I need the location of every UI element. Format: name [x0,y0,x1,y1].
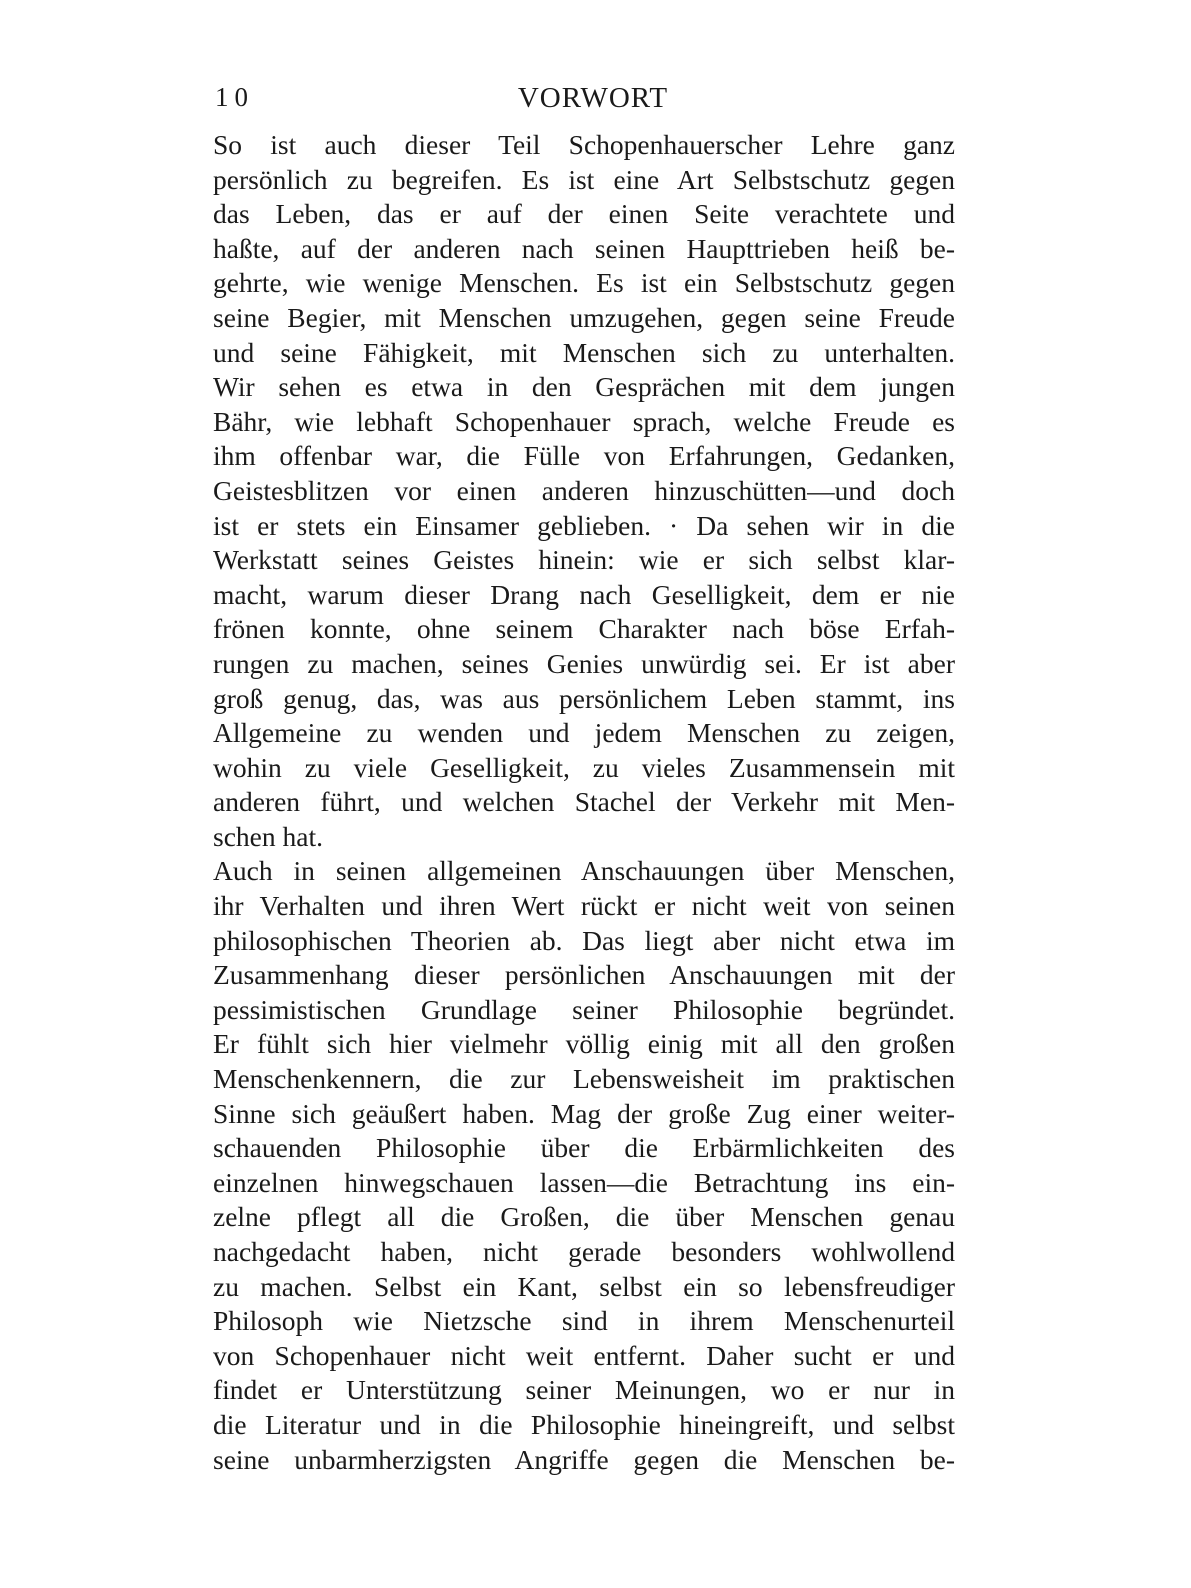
text-line: Geistesblitzen vor einen anderen hinzuschütten—und doch [213,474,955,506]
text-line: einzelnen hinwegschauen lassen—die Betrachtung ins ein- [213,1166,955,1198]
text-line: frönen konnte, ohne seinem Charakter nach böse Erfah- [213,613,955,645]
text-line: die Literatur und in die Philosophie hineingreift, und selbst [213,1408,955,1440]
text-line: Menschenkennern, die zur Lebensweisheit im praktischen [213,1063,955,1095]
text-line: von Schopenhauer nicht weit entfernt. Daher sucht er und [213,1339,955,1371]
text-line: findet er Unterstützung seiner Meinungen, wo er nur in [213,1374,955,1406]
text-line: haßte, auf der anderen nach seinen Haupttrieben heiß be- [213,232,955,264]
text-line: Wir sehen es etwa in den Gesprächen mit dem jungen [213,371,955,403]
text-line: Sinne sich geäußert haben. Mag der große Zug einer weiter- [213,1097,955,1129]
text-line: nachgedacht haben, nicht gerade besonders wohlwollend [213,1236,955,1267]
body-text [213,128,955,1477]
page-header [213,82,973,122]
text-line: pessimistischen Grundlage seiner Philosophie begründet. [213,993,955,1025]
text-line: Allgemeine zu wenden und jedem Menschen zu zeigen, [213,717,955,749]
text-line: und seine Fähigkeit, mit Menschen sich zu unterhalten. [213,336,955,368]
text-line: gehrte, wie wenige Menschen. Es ist ein Selbstschutz gegen [213,267,955,299]
text-line: Zusammenhang dieser persönlichen Anschauungen mit der [213,959,955,991]
text-line: seine unbarmherzigsten Angriffe gegen die Menschen be- [213,1443,955,1475]
text-line: Auch in seinen allgemeinen Anschauungen über Menschen, [213,855,955,887]
text-line: rungen zu machen, seines Genies unwürdig sei. Er ist aber [213,647,955,679]
text-line: Er fühlt sich hier vielmehr völlig einig mit all den großen [213,1028,955,1060]
text-line: groß genug, das, was aus persönlichem Leben stammt, ins [213,682,955,714]
text-line: So ist auch dieser Teil Schopenhauerscher Lehre ganz [213,129,955,160]
text-line: Bähr, wie lebhaft Schopenhauer sprach, welche Freude es [213,405,955,437]
text-line: macht, warum dieser Drang nach Geselligkeit, dem er nie [213,578,955,610]
text-line: ist er stets ein Einsamer geblieben. · Da sehen wir in die [213,509,955,541]
text-line: seine Begier, mit Menschen umzugehen, gegen seine Freude [213,301,955,333]
text-line-paragraph-end: schen hat. [213,820,323,852]
text-line: das Leben, das er auf der einen Seite verachtete und [213,198,955,230]
text-line: Werkstatt seines Geistes hinein: wie er sich selbst klar- [213,544,955,576]
text-line: schauenden Philosophie über die Erbärmlichkeiten des [213,1132,955,1164]
text-line: philosophischen Theorien ab. Das liegt aber nicht etwa im [213,924,955,956]
running-head-title: VORWORT [517,82,669,114]
text-line: zu machen. Selbst ein Kant, selbst ein so lebensfreudiger [213,1270,955,1302]
text-line: wohin zu viele Geselligkeit, zu vieles Zusammensein mit [213,751,955,783]
text-line: ihm offenbar war, die Fülle von Erfahrungen, Gedanken, [213,440,955,472]
page-number: 10 [215,82,254,112]
text-line: ihr Verhalten und ihren Wert rückt er nicht weit von seinen [213,890,955,922]
text-line: persönlich zu begreifen. Es ist eine Art Selbstschutz gegen [213,163,955,195]
text-line: anderen führt, und welchen Stachel der Verkehr mit Men- [213,786,955,818]
text-line: Philosoph wie Nietzsche sind in ihrem Menschenurteil [213,1305,955,1337]
text-line: zelne pflegt all die Großen, die über Menschen genau [213,1201,955,1233]
